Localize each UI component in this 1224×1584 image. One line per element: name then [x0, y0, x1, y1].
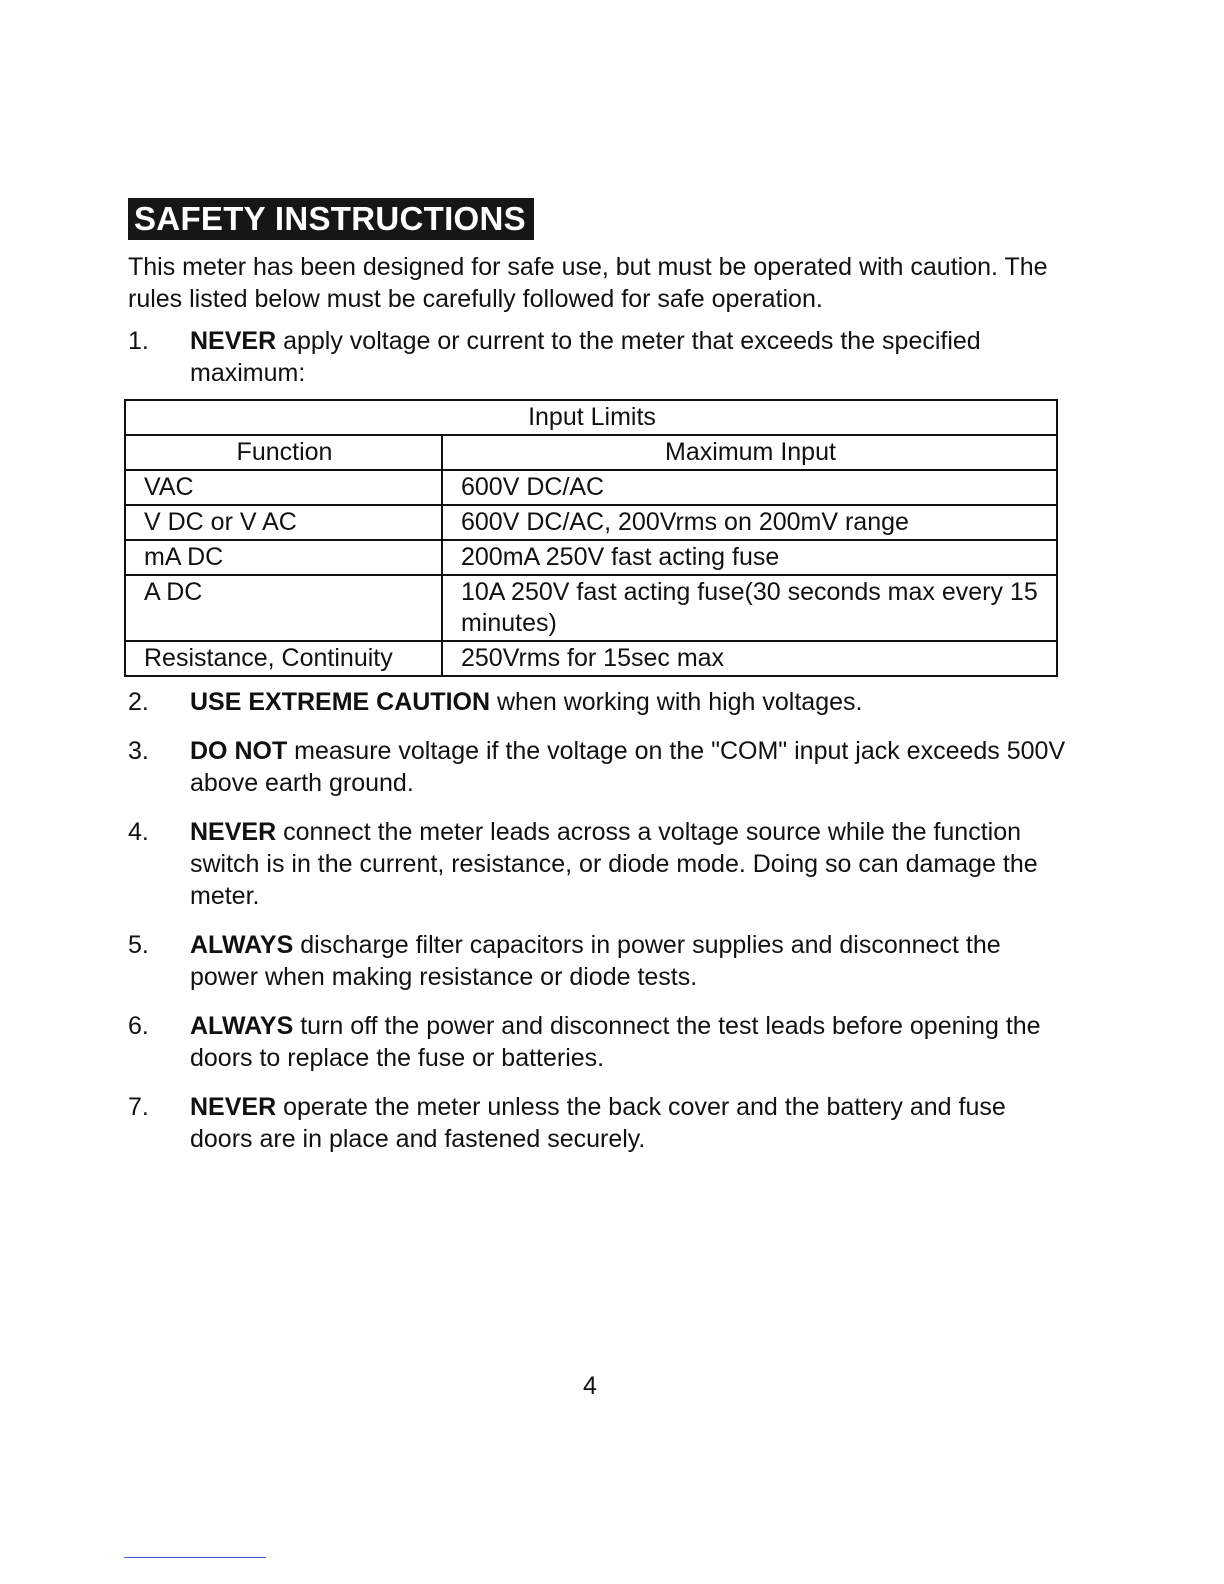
- list-item: [128, 686, 1068, 718]
- table-row: [125, 470, 1057, 505]
- table-row: [125, 540, 1057, 575]
- table-caption: Input Limits: [125, 400, 1057, 435]
- section-heading: SAFETY INSTRUCTIONS: [128, 198, 534, 240]
- list-item: [128, 816, 1068, 912]
- table-cell-function: V DC or V AC: [125, 505, 442, 540]
- list-item-text: measure voltage if the voltage on the "COM" input jack exceeds 500V above earth ground.: [190, 737, 1066, 797]
- table-row: [125, 575, 1057, 641]
- list-item-body: [190, 1091, 1068, 1155]
- list-item-lead: DO NOT: [190, 737, 288, 765]
- list-item-number: 6.: [128, 1012, 149, 1040]
- table-row: [125, 641, 1057, 676]
- list-item-body: [190, 1010, 1068, 1074]
- list-item: [128, 325, 1068, 389]
- list-item-number: 4.: [128, 818, 149, 846]
- table-cell-function: VAC: [125, 470, 442, 505]
- list-item-body: [190, 325, 1068, 389]
- table-row: [125, 505, 1057, 540]
- list-item-body: [190, 735, 1068, 799]
- list-item-lead: USE EXTREME CAUTION: [190, 688, 491, 716]
- table-cell-function: A DC: [125, 575, 442, 641]
- list-item-number: 2.: [128, 688, 149, 716]
- list-item: [128, 929, 1068, 993]
- list-item-lead: ALWAYS: [190, 1012, 294, 1040]
- list-item: [128, 735, 1068, 799]
- intro-paragraph: [128, 251, 1088, 315]
- table-cell-maximum-input: 600V DC/AC: [442, 470, 1057, 505]
- table-cell-maximum-input: 10A 250V fast acting fuse(30 seconds max every 15 minutes): [442, 575, 1057, 641]
- table-header-row: [125, 435, 1057, 470]
- intro-text: This meter has been designed for safe use, but must be operated with caution. The rules listed below must be carefully followed for safe operation.: [128, 253, 1048, 313]
- list-item: [128, 1010, 1068, 1074]
- list-item-text: when working with high voltages.: [496, 688, 863, 716]
- list-item-number: 3.: [128, 737, 149, 765]
- list-item-text: operate the meter unless the back cover and the battery and fuse doors are in place and fastened securely.: [190, 1093, 1006, 1153]
- table-cell-maximum-input: 600V DC/AC, 200Vrms on 200mV range: [442, 505, 1057, 540]
- list-item: [128, 1091, 1068, 1155]
- table-cell-maximum-input: 250Vrms for 15sec max: [442, 641, 1057, 676]
- list-item-text: apply voltage or current to the meter that exceeds the specified maximum:: [190, 327, 981, 387]
- list-item-number: 7.: [128, 1093, 149, 1121]
- input-limits-table: [124, 399, 1058, 677]
- list-item-body: [190, 929, 1068, 993]
- table-header-maximum-input: Maximum Input: [442, 435, 1057, 470]
- list-item-text: discharge filter capacitors in power supplies and disconnect the power when making resistance or diode tests.: [190, 931, 1001, 991]
- table-caption-row: [125, 400, 1057, 435]
- table-cell-function: mA DC: [125, 540, 442, 575]
- footer-divider: [124, 1557, 266, 1558]
- list-item-number: 5.: [128, 931, 149, 959]
- list-item-lead: NEVER: [190, 1093, 277, 1121]
- list-item-number: 1.: [128, 327, 149, 355]
- table-cell-maximum-input: 200mA 250V fast acting fuse: [442, 540, 1057, 575]
- list-item-text: turn off the power and disconnect the test leads before opening the doors to replace the fuse or batteries.: [190, 1012, 1041, 1072]
- list-item-text: connect the meter leads across a voltage source while the function switch is in the current, resistance, or diode mode. Doing so can damage the meter.: [190, 818, 1038, 910]
- list-item-lead: ALWAYS: [190, 931, 294, 959]
- list-item-body: [190, 816, 1068, 912]
- list-item-body: [190, 686, 1068, 718]
- table-header-function: Function: [125, 435, 442, 470]
- table-cell-function: Resistance, Continuity: [125, 641, 442, 676]
- list-item-lead: NEVER: [190, 818, 277, 846]
- page-number: 4: [583, 1372, 597, 1400]
- list-item-lead: NEVER: [190, 327, 277, 355]
